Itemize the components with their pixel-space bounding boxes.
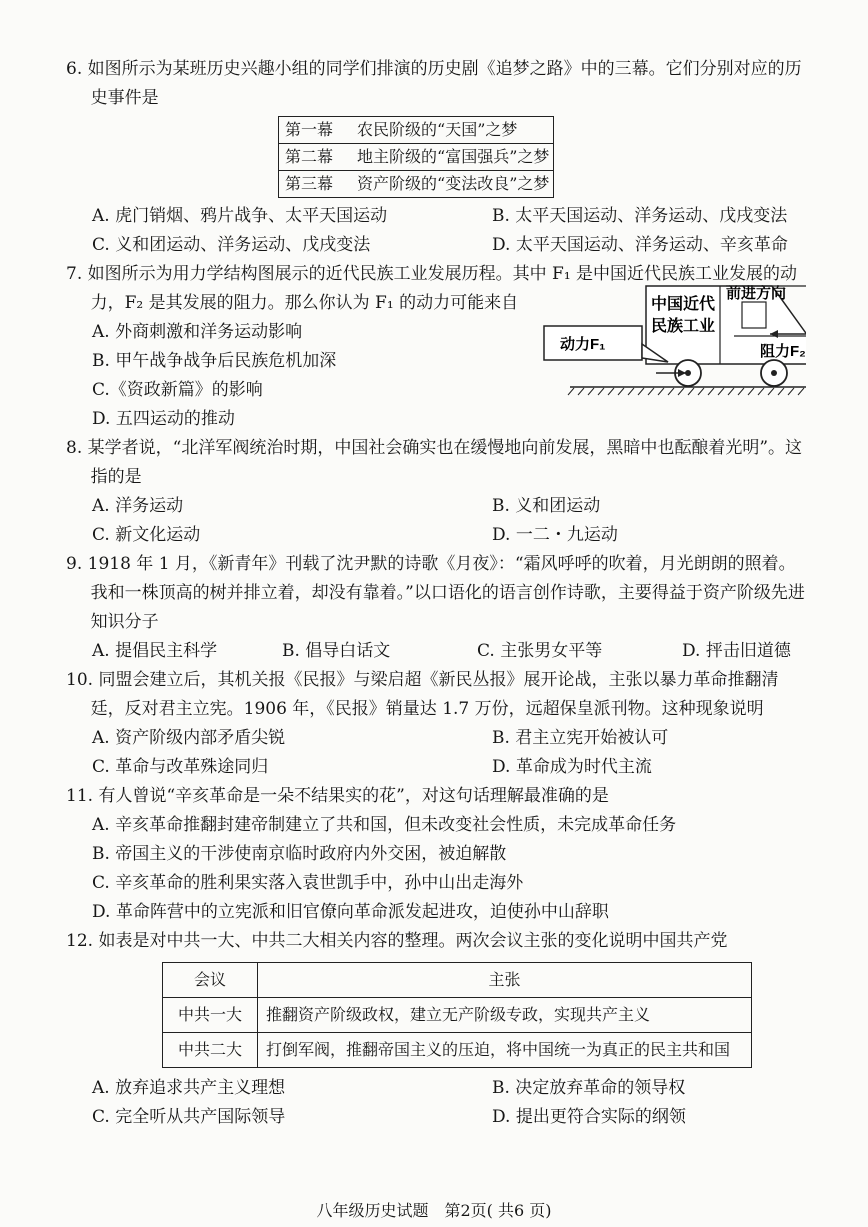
option-a[interactable]: A. 外商刺激和洋务运动影响 (92, 322, 303, 342)
ground-hatch (568, 388, 804, 395)
option-b[interactable]: B. 倡导白话文 (282, 641, 391, 661)
option-d[interactable]: D. 一二・九运动 (492, 525, 618, 545)
act-row (279, 171, 554, 198)
meeting-cell: 中共二大 (163, 1033, 258, 1068)
question-7-options (66, 318, 472, 434)
push-label: 动力F₁ (560, 336, 606, 353)
act-name: 第二幕 (279, 144, 340, 171)
question-8 (66, 434, 808, 550)
question-6-stem: 6. 如图所示为某班历史兴趣小组的同学们排演的历史剧《追梦之路》中的三幕。它们分别对应的历史事件是 (66, 59, 802, 108)
question-7-stem: 7. 如图所示为用力学结构图展示的近代民族工业发展历程。其中 F₁ 是中国近代民族工业发展的动力，F₂ 是其发展的阻力。那么你认为 F₁ 的动力可能来自 (66, 264, 798, 313)
option-b[interactable]: B. 甲午战争战争后民族危机加深 (92, 351, 337, 371)
forward-label: 前进方向 (726, 285, 787, 302)
table-row (163, 998, 752, 1033)
option-c[interactable]: C. 新文化运动 (92, 525, 201, 545)
option-c[interactable]: C. 主张男女平等 (477, 641, 603, 661)
act-content: 资产阶级的“变法改良”之梦 (339, 171, 554, 198)
option-a[interactable]: A. 放弃追求共产主义理想 (92, 1078, 286, 1098)
option-d[interactable]: D. 抨击旧道德 (682, 641, 791, 661)
option-c[interactable]: C.《资政新篇》的影响 (92, 380, 263, 400)
table-header-row (163, 963, 752, 998)
question-12-options (66, 1074, 808, 1132)
option-c[interactable]: C. 辛亥革命的胜利果实落入袁世凯手中，孙中山出走海外 (92, 873, 524, 893)
claim-cell: 打倒军阀，推翻帝国主义的压迫，将中国统一为真正的民主共和国 (258, 1033, 752, 1068)
option-d[interactable]: D. 太平天国运动、洋务运动、辛亥革命 (492, 235, 788, 255)
act-row (279, 144, 554, 171)
meeting-cell: 中共一大 (163, 998, 258, 1033)
option-c[interactable]: C. 革命与改革殊途同归 (92, 757, 269, 777)
question-9 (66, 550, 808, 666)
option-a[interactable]: A. 洋务运动 (92, 496, 184, 516)
option-d[interactable]: D. 提出更符合实际的纲领 (492, 1107, 686, 1127)
option-b[interactable]: B. 义和团运动 (492, 496, 601, 516)
resist-label: 阻力F₂ (760, 343, 806, 360)
question-10 (66, 666, 808, 782)
option-c[interactable]: C. 完全听从共产国际领导 (92, 1107, 286, 1127)
act-row (279, 117, 554, 144)
option-a[interactable]: A. 资产阶级内部矛盾尖锐 (92, 728, 286, 748)
question-8-options (66, 492, 808, 550)
option-c[interactable]: C. 义和团运动、洋务运动、戊戌变法 (92, 235, 371, 255)
act-name: 第三幕 (279, 171, 340, 198)
question-10-options (66, 724, 808, 782)
table-row (163, 1033, 752, 1068)
act-content: 农民阶级的“天国”之梦 (339, 117, 554, 144)
option-b[interactable]: B. 帝国主义的干涉使南京临时政府内外交困，被迫解散 (92, 844, 507, 864)
question-12-stem: 12. 如表是对中共一大、中共二大相关内容的整理。两次会议主张的变化说明中国共产党 (66, 931, 728, 951)
header-claim: 主张 (258, 963, 752, 998)
question-6-options (66, 202, 808, 260)
page-footer: 八年级历史试题 第2页( 共6 页) (316, 1201, 552, 1220)
option-b[interactable]: B. 君主立宪开始被认可 (492, 728, 669, 748)
option-a[interactable]: A. 提倡民主科学 (92, 641, 218, 661)
option-b[interactable]: B. 决定放弃革命的领导权 (492, 1078, 686, 1098)
question-12 (66, 927, 808, 1132)
congress-table (162, 962, 752, 1068)
question-9-stem: 9. 1918 年 1 月，《新青年》刊载了沈尹默的诗歌《月夜》：“霜风呼呼的吹着，月光朗朗的照着。我和一株顶高的树并排立着，却没有靠着。”以口语化的语言创作诗歌，主要得益于资产阶级先进知识分子 (66, 554, 805, 632)
force-diagram (470, 284, 806, 396)
claim-cell: 推翻资产阶级政权，建立无产阶级专政，实现共产主义 (258, 998, 752, 1033)
option-d[interactable]: D. 革命成为时代主流 (492, 757, 652, 777)
truck-label-line1: 中国近代 (650, 296, 716, 313)
acts-table (278, 116, 554, 198)
act-content: 地主阶级的“富国强兵”之梦 (339, 144, 554, 171)
act-name: 第一幕 (279, 117, 340, 144)
question-6 (66, 55, 808, 260)
question-9-options (66, 637, 808, 666)
option-a[interactable]: A. 虎门销烟、鸦片战争、太平天国运动 (92, 206, 388, 226)
question-10-stem: 10. 同盟会建立后，其机关报《民报》与梁启超《新民丛报》展开论战，主张以暴力革命推翻清廷，反对君主立宪。1906 年，《民报》销量达 1.7 万份，远超保皇派刊物。这种现象说明 (66, 670, 779, 719)
header-meeting: 会议 (163, 963, 258, 998)
question-7 (66, 260, 808, 434)
question-11-stem: 11. 有人曾说“辛亥革命是一朵不结果实的花”，对这句话理解最准确的是 (66, 786, 609, 806)
truck-label-line2: 民族工业 (650, 318, 716, 335)
option-d[interactable]: D. 五四运动的推动 (92, 409, 235, 429)
question-11 (66, 782, 808, 927)
option-b[interactable]: B. 太平天国运动、洋务运动、戊戌变法 (492, 206, 788, 226)
question-11-options (66, 811, 808, 927)
question-8-stem: 8. 某学者说，“北洋军阀统治时期，中国社会确实也在缓慢地向前发展，黑暗中也酝酿着光明”。这指的是 (66, 438, 803, 487)
option-d[interactable]: D. 革命阵营中的立宪派和旧官僚向革命派发起进攻，迫使孙中山辞职 (92, 902, 609, 922)
option-a[interactable]: A. 辛亥革命推翻封建帝制建立了共和国，但未改变社会性质，未完成革命任务 (92, 815, 677, 835)
